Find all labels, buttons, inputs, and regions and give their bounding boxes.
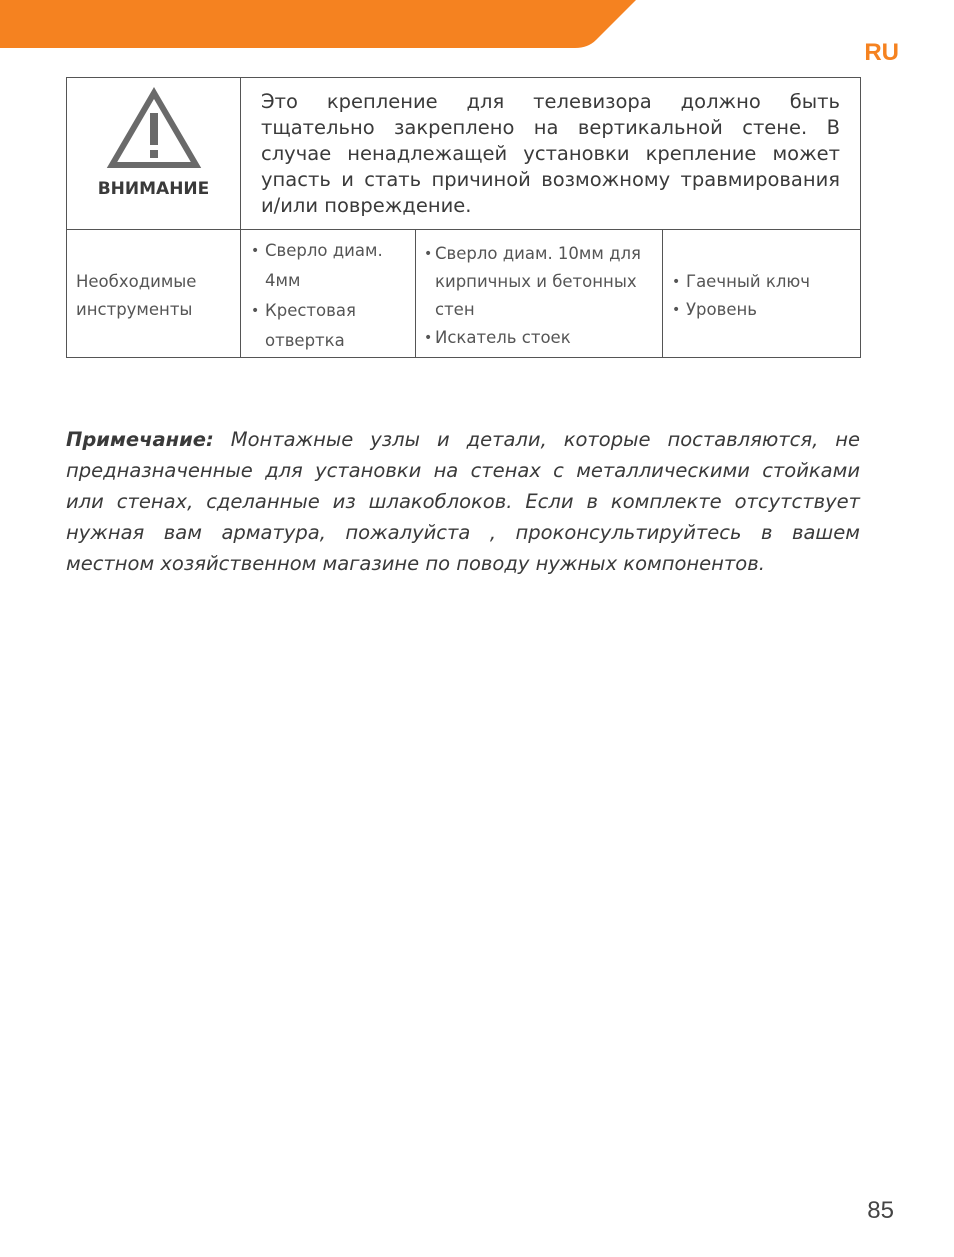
- list-item: • Уровень: [686, 296, 860, 324]
- tools-list: [686, 268, 860, 324]
- language-label: RU: [864, 39, 899, 66]
- header-banner: [0, 0, 640, 50]
- list-item: • Сверло диам. 4мм: [265, 236, 415, 296]
- note-text: Монтажные узлы и детали, которые поставляются, не предназначенные для установки на стенах с металлическими стойками или стенах, сделанные из шлакоблоков. Если в комплекте отсутствует нужная вам арматура, пожалуйста , проконсультируйтесь в вашем местном хозяйственном магазине по поводу нужных компонентов.: [66, 428, 860, 575]
- warning-label: ВНИМАНИЕ: [97, 179, 210, 199]
- page-number: 85: [867, 1197, 894, 1224]
- tools-column-3: [663, 230, 861, 358]
- warning-text: Это крепление для телевизора должно быть тщательно закреплено на вертикальной стене. В случае ненадлежащей установки крепление может упасть и стать причиной возможному травмирования и/или повреждение.: [241, 78, 861, 230]
- list-item: • Гаечный ключ: [686, 268, 860, 296]
- tools-column-1: [241, 230, 416, 358]
- list-item: • Искатель стоек: [435, 324, 662, 352]
- tools-list: [435, 240, 662, 352]
- tools-list: [265, 236, 415, 356]
- list-item: • Сверло диам. 10мм для кирпичных и бетонных стен: [435, 240, 662, 324]
- warning-row: [67, 78, 861, 230]
- list-item: • Крестовая отвертка: [265, 296, 415, 356]
- tools-row: [67, 230, 861, 358]
- warning-cell: [67, 78, 241, 230]
- note-label: Примечание:: [66, 428, 214, 451]
- tools-label: Необходимые инструменты: [67, 230, 241, 358]
- note-paragraph: [66, 424, 860, 579]
- info-table: [66, 77, 861, 358]
- tools-column-2: [416, 230, 663, 358]
- warning-triangle-icon: [106, 87, 202, 171]
